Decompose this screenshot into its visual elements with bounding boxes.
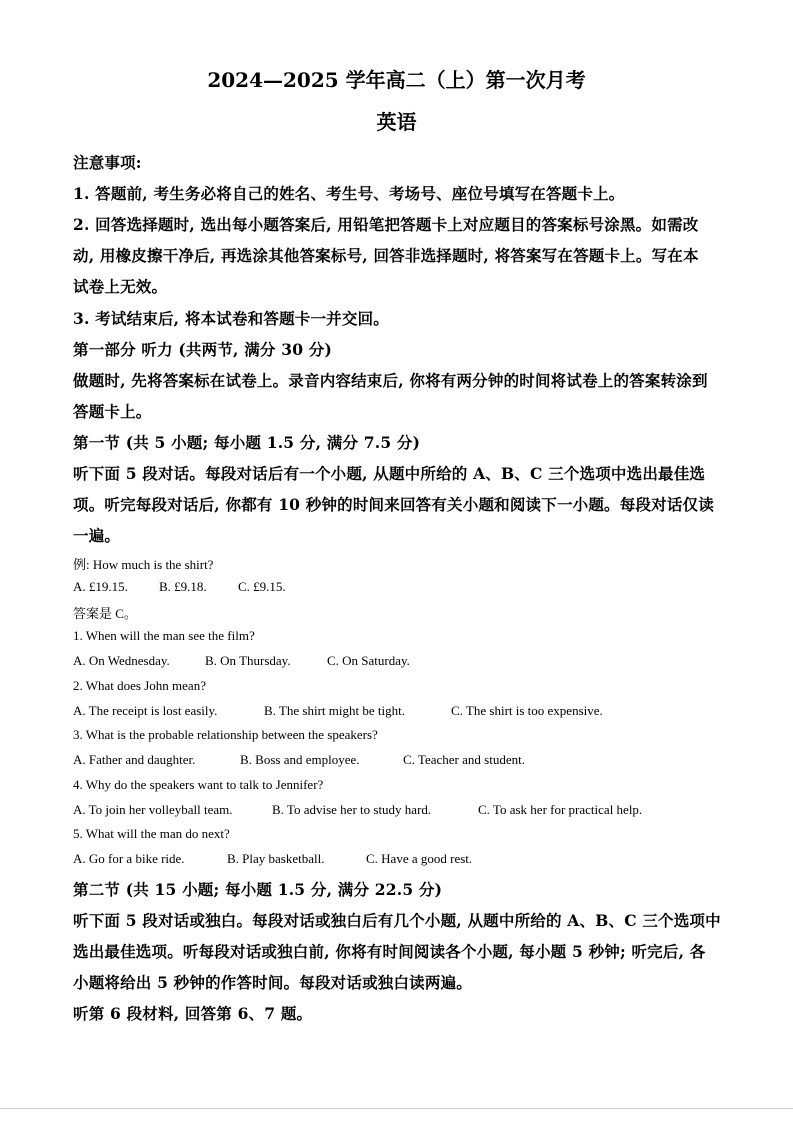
part1-heading: 第一部分 听力 (共两节, 满分 30 分): [73, 340, 333, 359]
section1-intro-line: 项。听完每段对话后, 你都有 10 秒钟的时间来回答有关小题和阅读下一小题。每段对话仅读: [73, 495, 714, 514]
note-line: 3. 考试结束后, 将本试卷和答题卡一并交回。: [73, 309, 389, 328]
section2-intro-line: 听下面 5 段对话或独白。每段对话或独白后有几个小题, 从题中所给的 A、B、C 三个选项中: [73, 911, 721, 930]
question-1: 1. When will the man see the film?: [73, 628, 255, 643]
option-c: C. Teacher and student.: [403, 752, 525, 767]
question-1-options: [73, 653, 723, 669]
section2-material: 听第 6 段材料, 回答第 6、7 题。: [73, 1004, 313, 1023]
option-c: C. Have a good rest.: [366, 851, 473, 866]
question-3-options: [73, 752, 723, 768]
note-line: 试卷上无效。: [73, 277, 168, 296]
option-c: C. To ask her for practical help.: [478, 802, 643, 817]
section2-heading: 第二节 (共 15 小题; 每小题 1.5 分, 满分 22.5 分): [73, 880, 443, 899]
option-a: A. Father and daughter.: [73, 752, 196, 767]
example-options: [73, 579, 723, 595]
option-b: B. On Thursday.: [205, 653, 291, 668]
exam-title: 2024—2025 学年高二（上）第一次月考: [207, 68, 586, 92]
question-4: 4. Why do the speakers want to talk to Jennifer?: [73, 777, 324, 792]
option-c: C. On Saturday.: [327, 653, 410, 668]
page-bottom-divider: [0, 1108, 793, 1109]
section2-intro-line: 小题将给出 5 秒钟的作答时间。每段对话或独白读两遍。: [73, 973, 472, 992]
part1-intro-line: 做题时, 先将答案标在试卷上。录音内容结束后, 你将有两分钟的时间将试卷上的答案转涂到: [73, 371, 708, 390]
option-b: B. The shirt might be tight.: [264, 703, 405, 718]
option-a: A. To join her volleyball team.: [73, 802, 233, 817]
section1-intro-line: 听下面 5 段对话。每段对话后有一个小题, 从题中所给的 A、B、C 三个选项中选出最佳选: [73, 464, 706, 483]
subject-title: 英语: [376, 110, 417, 134]
example-answer: 答案是 C。: [73, 606, 137, 621]
question-4-options: [73, 802, 723, 818]
option-b: B. To advise her to study hard.: [272, 802, 432, 817]
example-question: 例: How much is the shirt?: [73, 557, 214, 572]
option-c: C. £9.15.: [238, 579, 286, 594]
notes-heading: 注意事项:: [73, 153, 142, 172]
option-a: A. On Wednesday.: [73, 653, 170, 668]
option-b: B. Boss and employee.: [240, 752, 360, 767]
option-a: A. The receipt is lost easily.: [73, 703, 218, 718]
part1-intro-line: 答题卡上。: [73, 402, 152, 421]
option-c: C. The shirt is too expensive.: [451, 703, 603, 718]
section1-heading: 第一节 (共 5 小题; 每小题 1.5 分, 满分 7.5 分): [73, 433, 421, 452]
option-b: B. £9.18.: [159, 579, 207, 594]
section2-intro-line: 选出最佳选项。听每段对话或独白前, 你将有时间阅读各个小题, 每小题 5 秒钟; 听完后, 各: [73, 942, 706, 961]
option-a: A. £19.15.: [73, 579, 128, 594]
option-a: A. Go for a bike ride.: [73, 851, 185, 866]
question-5-options: [73, 851, 723, 867]
question-5: 5. What will the man do next?: [73, 826, 230, 841]
option-b: B. Play basketball.: [227, 851, 325, 866]
section1-intro-line: 一遍。: [73, 526, 121, 545]
question-3: 3. What is the probable relationship between the speakers?: [73, 727, 378, 742]
note-line: 动, 用橡皮擦干净后, 再选涂其他答案标号, 回答非选择题时, 将答案写在答题卡上。写在本: [73, 246, 699, 265]
question-2-options: [73, 703, 723, 719]
note-line: 2. 回答选择题时, 选出每小题答案后, 用铅笔把答题卡上对应题目的答案标号涂黑。如需改: [73, 215, 699, 234]
note-line: 1. 答题前, 考生务必将自己的姓名、考生号、考场号、座位号填写在答题卡上。: [73, 184, 625, 203]
question-2: 2. What does John mean?: [73, 678, 206, 693]
